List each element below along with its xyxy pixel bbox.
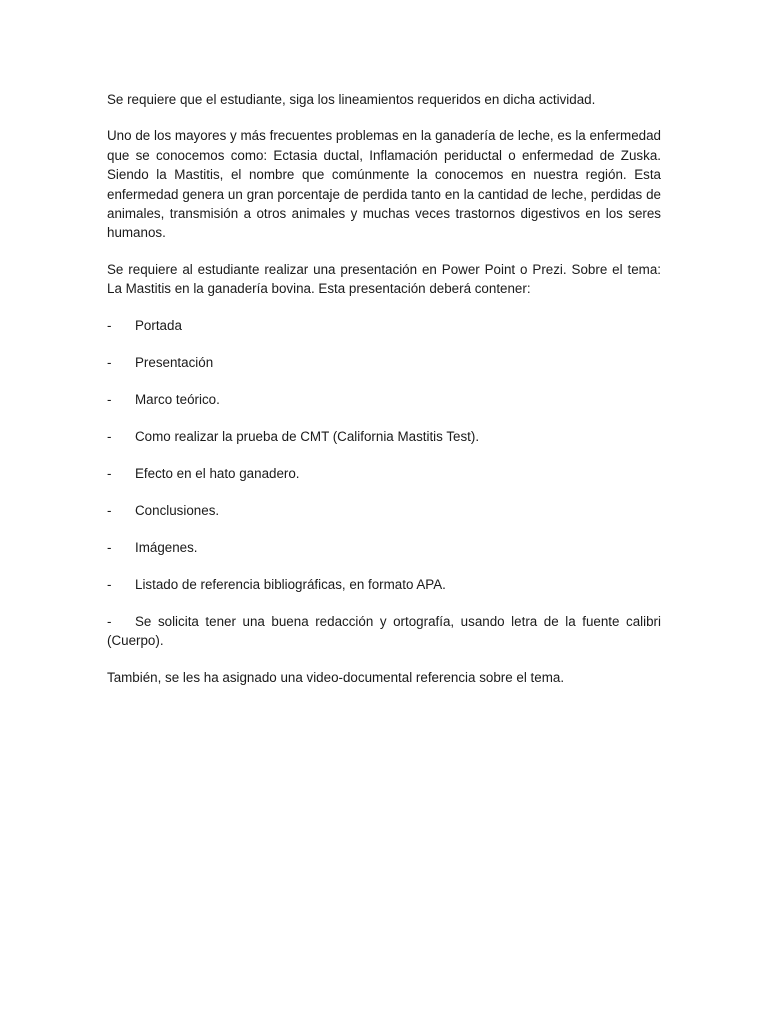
- list-item-text: Como realizar la prueba de CMT (California Mastitis Test).: [135, 428, 480, 444]
- document-body: [107, 90, 661, 704]
- dash-bullet: -: [107, 613, 112, 629]
- dash-bullet: -: [107, 576, 112, 592]
- list-item-text: Presentación: [135, 354, 214, 370]
- list-item-text: Se solicita tener una buena redacción y ortografía, usando letra de la fuente calibri (Cuerpo).: [107, 613, 661, 649]
- list-item: [107, 427, 661, 446]
- list-item: [107, 390, 661, 409]
- dash-bullet: -: [107, 317, 112, 333]
- list-item: [107, 538, 661, 557]
- dash-bullet: -: [107, 354, 112, 370]
- dash-bullet: -: [107, 502, 112, 518]
- request-paragraph: Se requiere al estudiante realizar una presentación en Power Point o Prezi. Sobre el tema: La Mastitis en la ganadería bovina. Esta presentación deberá contener:: [107, 261, 661, 297]
- list-item-text: Portada: [135, 317, 182, 333]
- list-item-text: Marco teórico.: [135, 391, 220, 407]
- list-item: [107, 501, 661, 520]
- list-item: [107, 353, 661, 372]
- list-item-text: Conclusiones.: [135, 502, 220, 518]
- list-item-text: Listado de referencia bibliográficas, en formato APA.: [135, 576, 446, 592]
- list-item-text: Efecto en el hato ganadero.: [135, 465, 300, 481]
- list-item: [107, 575, 661, 594]
- dash-bullet: -: [107, 391, 112, 407]
- problem-paragraph: Uno de los mayores y más frecuentes problemas en la ganadería de leche, es la enfermedad que se conocemos como: Ectasia ductal, Inflamación periductal o enfermedad de Zuska. Siendo la Mastitis, el nombre que comúnmente la conocemos en nuestra región. Esta enfermedad genera un gran porcentaje de perdida tanto en la cantidad de leche, perdidas de animales, transmisión a otros animales y muchas veces trastornos digestivos en los seres humanos.: [107, 128, 661, 241]
- dash-bullet: -: [107, 465, 112, 481]
- requirements-list: [107, 316, 661, 651]
- list-item: [107, 316, 661, 335]
- list-item-text: Imágenes.: [135, 539, 198, 555]
- dash-bullet: -: [107, 539, 112, 555]
- closing-paragraph: También, se les ha asignado una video-documental referencia sobre el tema.: [107, 670, 565, 686]
- list-item: [107, 464, 661, 483]
- list-item: [107, 612, 661, 651]
- intro-paragraph: Se requiere que el estudiante, siga los lineamientos requeridos en dicha actividad.: [107, 92, 596, 107]
- dash-bullet: -: [107, 428, 112, 444]
